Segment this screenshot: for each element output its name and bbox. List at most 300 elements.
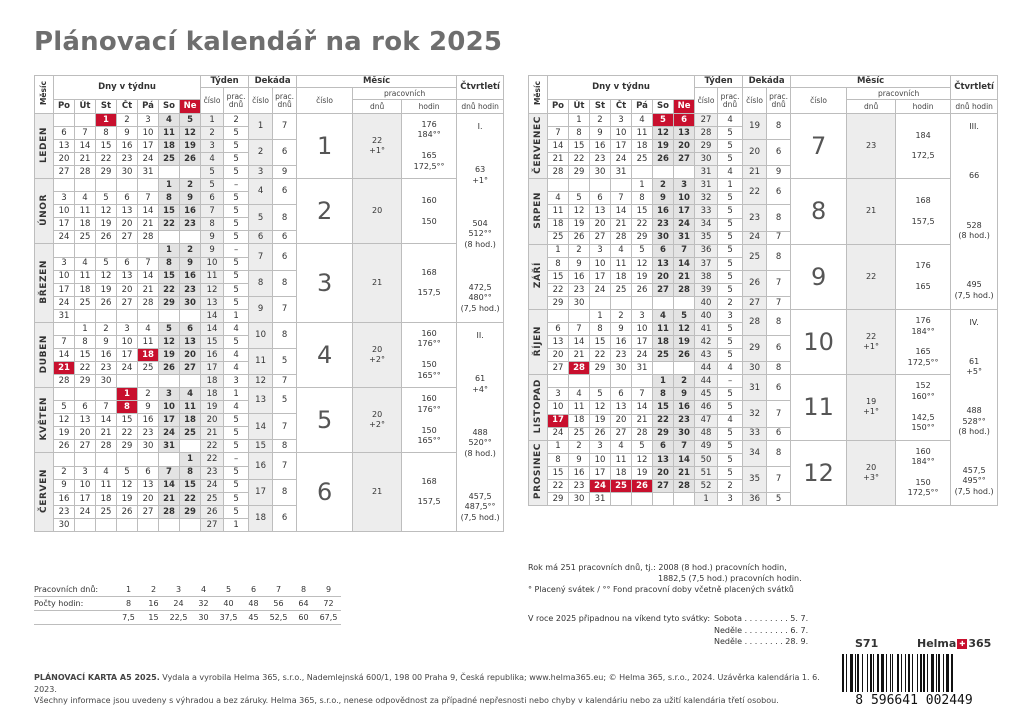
quarter-days: 63 +1° bbox=[472, 165, 488, 185]
barcode-number: 8 596641 002449 bbox=[855, 693, 973, 708]
month-workdays: 21 bbox=[353, 244, 402, 323]
calendar-row bbox=[35, 179, 504, 192]
week-number: 43 bbox=[695, 349, 718, 362]
week-number: 18 bbox=[201, 388, 224, 401]
decade-number: 31 bbox=[743, 375, 767, 401]
day-cell: 7 bbox=[674, 440, 695, 453]
day-cell: 11 bbox=[611, 453, 632, 466]
day-cell: 22 bbox=[548, 284, 569, 297]
day-cell: 11 bbox=[96, 479, 117, 492]
hours-8-row bbox=[34, 597, 341, 611]
day-cell: 24 bbox=[590, 284, 611, 297]
day-cell: 13 bbox=[117, 205, 138, 218]
day-cell: 22 bbox=[180, 492, 201, 505]
month-name-8 bbox=[529, 244, 548, 309]
month-hours: 168 157,5 bbox=[896, 179, 951, 244]
month-workdays: 19 +1° bbox=[847, 375, 896, 440]
day-cell: 3 bbox=[117, 323, 138, 336]
day-cell: 23 bbox=[569, 284, 590, 297]
week-number: 27 bbox=[695, 114, 718, 127]
day-cell: 30 bbox=[54, 519, 75, 532]
week-workdays: 5 bbox=[718, 401, 743, 414]
day-cell: 1 bbox=[548, 244, 569, 257]
week-workdays: 4 bbox=[224, 401, 249, 414]
decade-number: 30 bbox=[743, 362, 767, 375]
day-cell: 22 bbox=[159, 283, 180, 296]
day-cell: 17 bbox=[611, 140, 632, 153]
barcode-bar bbox=[927, 654, 928, 692]
day-cell: 12 bbox=[632, 257, 653, 270]
month-workdays: 20 bbox=[353, 179, 402, 244]
month-number: 7 bbox=[791, 114, 847, 179]
day-cell: 4 bbox=[159, 114, 180, 127]
day-cell: 29 bbox=[548, 297, 569, 310]
day-cell: 16 bbox=[674, 401, 695, 414]
header-week-number: číslo bbox=[695, 88, 718, 114]
month-workdays: 22 +1° bbox=[847, 310, 896, 375]
day-cell: 2 bbox=[569, 440, 590, 453]
day-cell: 2 bbox=[180, 244, 201, 257]
day-cell: 5 bbox=[159, 323, 180, 336]
calendar-row bbox=[35, 244, 504, 257]
barcode-bar bbox=[892, 654, 893, 692]
day-cell: 28 bbox=[96, 440, 117, 453]
day-cell: 4 bbox=[75, 192, 96, 205]
day-cell: 16 bbox=[138, 414, 159, 427]
day-cell: 10 bbox=[590, 453, 611, 466]
header-day-3: Čt bbox=[611, 100, 632, 114]
day-cell: 17 bbox=[548, 414, 569, 427]
decade-workdays: 5 bbox=[273, 388, 297, 414]
day-cell: 19 bbox=[632, 466, 653, 479]
day-cell: 13 bbox=[548, 336, 569, 349]
day-cell: 17 bbox=[590, 466, 611, 479]
hours-75-value: 22,5 bbox=[169, 613, 188, 622]
week-workdays: 5 bbox=[224, 427, 249, 440]
day-cell bbox=[548, 114, 569, 127]
day-cell bbox=[75, 519, 96, 532]
barcode-bar bbox=[857, 654, 859, 692]
day-cell: 9 bbox=[611, 323, 632, 336]
week-number: 16 bbox=[201, 349, 224, 362]
week-workdays: 5 bbox=[718, 388, 743, 401]
work-days-value: 2 bbox=[150, 585, 157, 594]
footer-line-1: Vydala a vyrobila Helma 365, s.r.o., Nademlejnská 600/1, 198 00 Praha 9, Česká republika; www.helma365.eu; © Helma 365, s.r.o., 2024. Uzávěrka kalendária 1. 6. 2023. bbox=[34, 673, 820, 694]
month-name-text: ČERVEN bbox=[38, 469, 49, 513]
work-days-value: 7 bbox=[275, 585, 282, 594]
day-cell: 6 bbox=[117, 257, 138, 270]
calendar-row bbox=[35, 323, 504, 336]
day-cell: 28 bbox=[611, 231, 632, 244]
barcode-bar bbox=[936, 654, 937, 692]
week-workdays: 5 bbox=[718, 127, 743, 140]
day-cell: 4 bbox=[569, 388, 590, 401]
decade-workdays: 8 bbox=[273, 479, 297, 505]
day-cell: 26 bbox=[632, 480, 653, 493]
week-workdays: 5 bbox=[224, 257, 249, 270]
day-cell bbox=[75, 453, 96, 466]
day-cell bbox=[159, 519, 180, 532]
header-days: dnů bbox=[353, 100, 402, 114]
day-cell: 6 bbox=[611, 388, 632, 401]
week-number: 35 bbox=[695, 231, 718, 244]
day-cell: 10 bbox=[54, 205, 75, 218]
header-quarter: Čtvrtletí bbox=[457, 76, 504, 100]
day-cell: 21 bbox=[632, 414, 653, 427]
calendar-row bbox=[529, 114, 998, 127]
hours-75-value: 60 bbox=[298, 613, 309, 622]
day-cell: 12 bbox=[96, 270, 117, 283]
decade-workdays: 6 bbox=[273, 244, 297, 270]
day-cell: 15 bbox=[159, 205, 180, 218]
week-number: 10 bbox=[201, 257, 224, 270]
day-cell: 22 bbox=[590, 349, 611, 362]
day-cell: 5 bbox=[569, 192, 590, 205]
calendar-second-half bbox=[528, 75, 998, 506]
day-cell: 14 bbox=[611, 205, 632, 218]
month-hours: 176 184°° 165 172,5°° bbox=[402, 114, 457, 179]
week-workdays: – bbox=[224, 244, 249, 257]
header-decade: Dekáda bbox=[743, 76, 791, 88]
day-cell bbox=[590, 375, 611, 388]
day-cell: 19 bbox=[569, 218, 590, 231]
day-cell: 4 bbox=[611, 440, 632, 453]
decade-number: 33 bbox=[743, 427, 767, 440]
day-cell bbox=[653, 362, 674, 375]
header-month-label: Měsíc bbox=[39, 81, 49, 106]
week-workdays: 5 bbox=[718, 153, 743, 166]
day-cell: 4 bbox=[653, 310, 674, 323]
footer-bold: PLÁNOVACÍ KARTA A5 2025. bbox=[34, 673, 160, 682]
day-cell: 26 bbox=[632, 284, 653, 297]
hours-75-value: 7,5 bbox=[122, 613, 135, 622]
header-day-1: Út bbox=[75, 100, 96, 114]
decade-number: 15 bbox=[249, 440, 273, 453]
day-cell: 12 bbox=[632, 453, 653, 466]
work-days-row bbox=[34, 583, 341, 597]
day-cell: 8 bbox=[548, 453, 569, 466]
product-code: S71 bbox=[855, 637, 879, 650]
day-cell: 15 bbox=[548, 466, 569, 479]
day-cell: 29 bbox=[180, 505, 201, 518]
day-cell bbox=[96, 453, 117, 466]
decade-workdays: 7 bbox=[273, 296, 297, 322]
day-cell: 28 bbox=[138, 296, 159, 309]
day-cell: 18 bbox=[159, 140, 180, 153]
day-cell: 1 bbox=[159, 179, 180, 192]
day-cell: 19 bbox=[117, 492, 138, 505]
day-cell: 9 bbox=[180, 192, 201, 205]
day-cell: 16 bbox=[611, 336, 632, 349]
week-number: 27 bbox=[201, 519, 224, 532]
decade-workdays: 6 bbox=[767, 427, 791, 440]
day-cell: 1 bbox=[96, 114, 117, 127]
day-cell: 5 bbox=[590, 388, 611, 401]
brand-number: 365 bbox=[968, 637, 992, 650]
week-number: 5 bbox=[201, 166, 224, 179]
day-cell: 8 bbox=[653, 388, 674, 401]
header-days: dnů bbox=[847, 100, 896, 114]
work-days-value: 9 bbox=[325, 585, 332, 594]
work-days-value: 4 bbox=[200, 585, 207, 594]
week-workdays: 5 bbox=[718, 323, 743, 336]
barcode bbox=[838, 654, 990, 706]
day-cell: 25 bbox=[75, 231, 96, 244]
day-cell bbox=[54, 244, 75, 257]
decade-number: 34 bbox=[743, 440, 767, 466]
week-workdays: 5 bbox=[718, 466, 743, 479]
week-number: 7 bbox=[201, 205, 224, 218]
weekend-holiday-item: Neděle . . . . . . . . . 6. 7. bbox=[714, 625, 809, 635]
day-cell: 27 bbox=[674, 153, 695, 166]
day-cell: 9 bbox=[674, 388, 695, 401]
day-cell bbox=[590, 179, 611, 192]
week-number: 50 bbox=[695, 453, 718, 466]
day-cell: 9 bbox=[653, 192, 674, 205]
header-day-0: Po bbox=[548, 100, 569, 114]
day-cell: 26 bbox=[653, 153, 674, 166]
week-number: 41 bbox=[695, 323, 718, 336]
day-cell bbox=[75, 244, 96, 257]
week-number: 47 bbox=[695, 414, 718, 427]
barcode-bar bbox=[951, 654, 953, 692]
month-number: 1 bbox=[297, 114, 353, 179]
day-cell bbox=[159, 375, 180, 388]
day-cell: 7 bbox=[611, 192, 632, 205]
day-cell: 4 bbox=[96, 466, 117, 479]
day-cell: 17 bbox=[75, 492, 96, 505]
day-cell: 1 bbox=[180, 453, 201, 466]
day-cell: 25 bbox=[611, 480, 632, 493]
week-workdays: 1 bbox=[224, 519, 249, 532]
barcode-bars bbox=[838, 654, 990, 692]
day-cell: 2 bbox=[138, 388, 159, 401]
decade-workdays: 5 bbox=[767, 493, 791, 506]
day-cell: 24 bbox=[674, 218, 695, 231]
day-cell: 19 bbox=[590, 414, 611, 427]
calendar-row bbox=[529, 179, 998, 192]
day-cell: 12 bbox=[674, 323, 695, 336]
quarter-summary bbox=[457, 323, 504, 532]
work-days-value: 5 bbox=[225, 585, 232, 594]
day-cell: 23 bbox=[611, 349, 632, 362]
day-cell: 18 bbox=[180, 414, 201, 427]
week-number: 9 bbox=[201, 231, 224, 244]
day-cell: 17 bbox=[54, 218, 75, 231]
work-days-value: 3 bbox=[175, 585, 182, 594]
month-workdays: 20 +3° bbox=[847, 440, 896, 505]
week-workdays: 5 bbox=[224, 166, 249, 179]
day-cell: 17 bbox=[674, 205, 695, 218]
barcode-bar bbox=[850, 654, 853, 692]
header-day-4: Pá bbox=[138, 100, 159, 114]
day-cell: 27 bbox=[75, 440, 96, 453]
day-cell bbox=[569, 179, 590, 192]
quarter-block bbox=[951, 310, 997, 505]
day-cell: 17 bbox=[632, 336, 653, 349]
week-number: 32 bbox=[695, 192, 718, 205]
day-cell: 24 bbox=[632, 349, 653, 362]
day-cell: 19 bbox=[54, 427, 75, 440]
decade-number: 21 bbox=[743, 166, 767, 179]
day-cell: 24 bbox=[548, 427, 569, 440]
day-cell bbox=[75, 114, 96, 127]
month-name-2 bbox=[35, 244, 54, 323]
day-cell: 10 bbox=[117, 336, 138, 349]
day-cell: 17 bbox=[590, 270, 611, 283]
week-workdays: 5 bbox=[718, 453, 743, 466]
day-cell bbox=[159, 453, 180, 466]
week-workdays: 5 bbox=[224, 336, 249, 349]
day-cell: 26 bbox=[180, 153, 201, 166]
header-month: Měsíc bbox=[791, 76, 951, 88]
month-name-text: ZÁŘÍ bbox=[532, 262, 543, 289]
day-cell: 25 bbox=[138, 362, 159, 375]
week-workdays: 5 bbox=[718, 231, 743, 244]
work-hours-table bbox=[34, 583, 341, 625]
day-cell: 15 bbox=[117, 414, 138, 427]
day-cell: 21 bbox=[611, 218, 632, 231]
day-cell: 7 bbox=[674, 244, 695, 257]
day-cell: 13 bbox=[674, 127, 695, 140]
week-workdays: 5 bbox=[224, 231, 249, 244]
day-cell bbox=[117, 519, 138, 532]
day-cell: 9 bbox=[138, 401, 159, 414]
day-cell: 15 bbox=[75, 349, 96, 362]
day-cell: 16 bbox=[180, 270, 201, 283]
day-cell: 3 bbox=[611, 114, 632, 127]
day-cell: 6 bbox=[653, 244, 674, 257]
day-cell bbox=[590, 297, 611, 310]
barcode-bar bbox=[923, 654, 925, 692]
day-cell bbox=[548, 375, 569, 388]
day-cell: 3 bbox=[75, 466, 96, 479]
day-cell: 19 bbox=[180, 140, 201, 153]
week-workdays: 5 bbox=[718, 257, 743, 270]
barcode-bar bbox=[870, 654, 872, 692]
week-number: 25 bbox=[201, 492, 224, 505]
day-cell: 4 bbox=[180, 388, 201, 401]
day-cell: 28 bbox=[54, 375, 75, 388]
day-cell: 19 bbox=[674, 336, 695, 349]
header-decade-number: číslo bbox=[743, 88, 767, 114]
decade-workdays: 7 bbox=[767, 270, 791, 296]
day-cell: 8 bbox=[180, 466, 201, 479]
day-cell: 23 bbox=[138, 427, 159, 440]
day-cell: 21 bbox=[674, 270, 695, 283]
quarter-hours-75: 457,5 487,5°° (7,5 hod.) bbox=[460, 491, 500, 522]
day-cell: 7 bbox=[632, 388, 653, 401]
day-cell: 6 bbox=[548, 323, 569, 336]
quarter-roman: I. bbox=[477, 122, 483, 131]
weekend-holiday-item: Neděle . . . . . . . . 28. 9. bbox=[714, 637, 809, 647]
day-cell: 6 bbox=[117, 192, 138, 205]
day-cell bbox=[159, 310, 180, 323]
week-number: 28 bbox=[695, 127, 718, 140]
day-cell: 7 bbox=[548, 127, 569, 140]
month-name-3 bbox=[35, 323, 54, 388]
day-cell bbox=[632, 493, 653, 506]
decade-workdays: 7 bbox=[767, 466, 791, 492]
header-decade-number: číslo bbox=[249, 88, 273, 114]
month-name-text: ÚNOR bbox=[38, 194, 49, 226]
footer-line-2: Všechny informace jsou uvedeny s výhradou a bez záruky. Helma 365, s.r.o., nenese odpovědnost za případné nepřesnosti nebo chyby v kalendáriu nebo za užití kalendária třetí osobou. bbox=[34, 696, 779, 706]
day-cell: 24 bbox=[138, 153, 159, 166]
month-name-6 bbox=[529, 114, 548, 179]
day-cell: 4 bbox=[632, 114, 653, 127]
week-number: 34 bbox=[695, 218, 718, 231]
day-cell bbox=[75, 310, 96, 323]
hours-75-value: 37,5 bbox=[219, 613, 238, 622]
day-cell: 24 bbox=[75, 505, 96, 518]
day-cell: 15 bbox=[632, 205, 653, 218]
hours-8-value: 40 bbox=[223, 599, 234, 608]
hours-8-value: 56 bbox=[273, 599, 284, 608]
month-number: 10 bbox=[791, 310, 847, 375]
barcode-bar bbox=[912, 654, 913, 692]
day-cell bbox=[75, 388, 96, 401]
day-cell: 3 bbox=[590, 244, 611, 257]
month-number: 12 bbox=[791, 440, 847, 505]
day-cell bbox=[674, 166, 695, 179]
week-workdays: 4 bbox=[718, 414, 743, 427]
header-day-6: Ne bbox=[674, 100, 695, 114]
day-cell bbox=[611, 179, 632, 192]
day-cell: 28 bbox=[548, 166, 569, 179]
barcode-bar bbox=[890, 654, 891, 692]
header-quarter-days-hours: dnů hodin bbox=[457, 100, 504, 114]
week-number: 22 bbox=[201, 453, 224, 466]
day-cell: 20 bbox=[548, 349, 569, 362]
header-quarter: Čtvrtletí bbox=[951, 76, 998, 100]
day-cell: 14 bbox=[138, 205, 159, 218]
day-cell: 26 bbox=[159, 362, 180, 375]
week-workdays: 4 bbox=[224, 323, 249, 336]
day-cell: 9 bbox=[96, 336, 117, 349]
day-cell: 7 bbox=[159, 466, 180, 479]
day-cell bbox=[180, 166, 201, 179]
note-line-3: ° Placený svátek / °° Fond pracovní doby včetně placených svátků bbox=[528, 585, 794, 595]
day-cell bbox=[180, 519, 201, 532]
day-cell: 27 bbox=[117, 231, 138, 244]
day-cell: 11 bbox=[632, 127, 653, 140]
day-cell: 10 bbox=[548, 401, 569, 414]
week-number: 29 bbox=[695, 140, 718, 153]
day-cell: 24 bbox=[159, 427, 180, 440]
day-cell bbox=[138, 310, 159, 323]
day-cell bbox=[96, 179, 117, 192]
month-name-text: ŘÍJEN bbox=[532, 325, 543, 356]
barcode-bar bbox=[917, 654, 918, 692]
week-workdays: 5 bbox=[224, 505, 249, 518]
day-cell: 17 bbox=[117, 349, 138, 362]
day-cell bbox=[138, 519, 159, 532]
day-cell: 26 bbox=[54, 440, 75, 453]
day-cell: 18 bbox=[632, 140, 653, 153]
day-cell: 7 bbox=[75, 127, 96, 140]
decade-workdays: 6 bbox=[273, 140, 297, 166]
calendar-row bbox=[529, 310, 998, 323]
week-workdays: 5 bbox=[224, 296, 249, 309]
header-decade: Dekáda bbox=[249, 76, 297, 88]
header-weekdays: Dny v týdnu bbox=[54, 76, 201, 100]
week-number: 11 bbox=[201, 270, 224, 283]
day-cell: 30 bbox=[569, 297, 590, 310]
hours-8-value: 16 bbox=[148, 599, 159, 608]
day-cell: 20 bbox=[611, 414, 632, 427]
week-workdays: 4 bbox=[224, 349, 249, 362]
day-cell: 6 bbox=[590, 192, 611, 205]
